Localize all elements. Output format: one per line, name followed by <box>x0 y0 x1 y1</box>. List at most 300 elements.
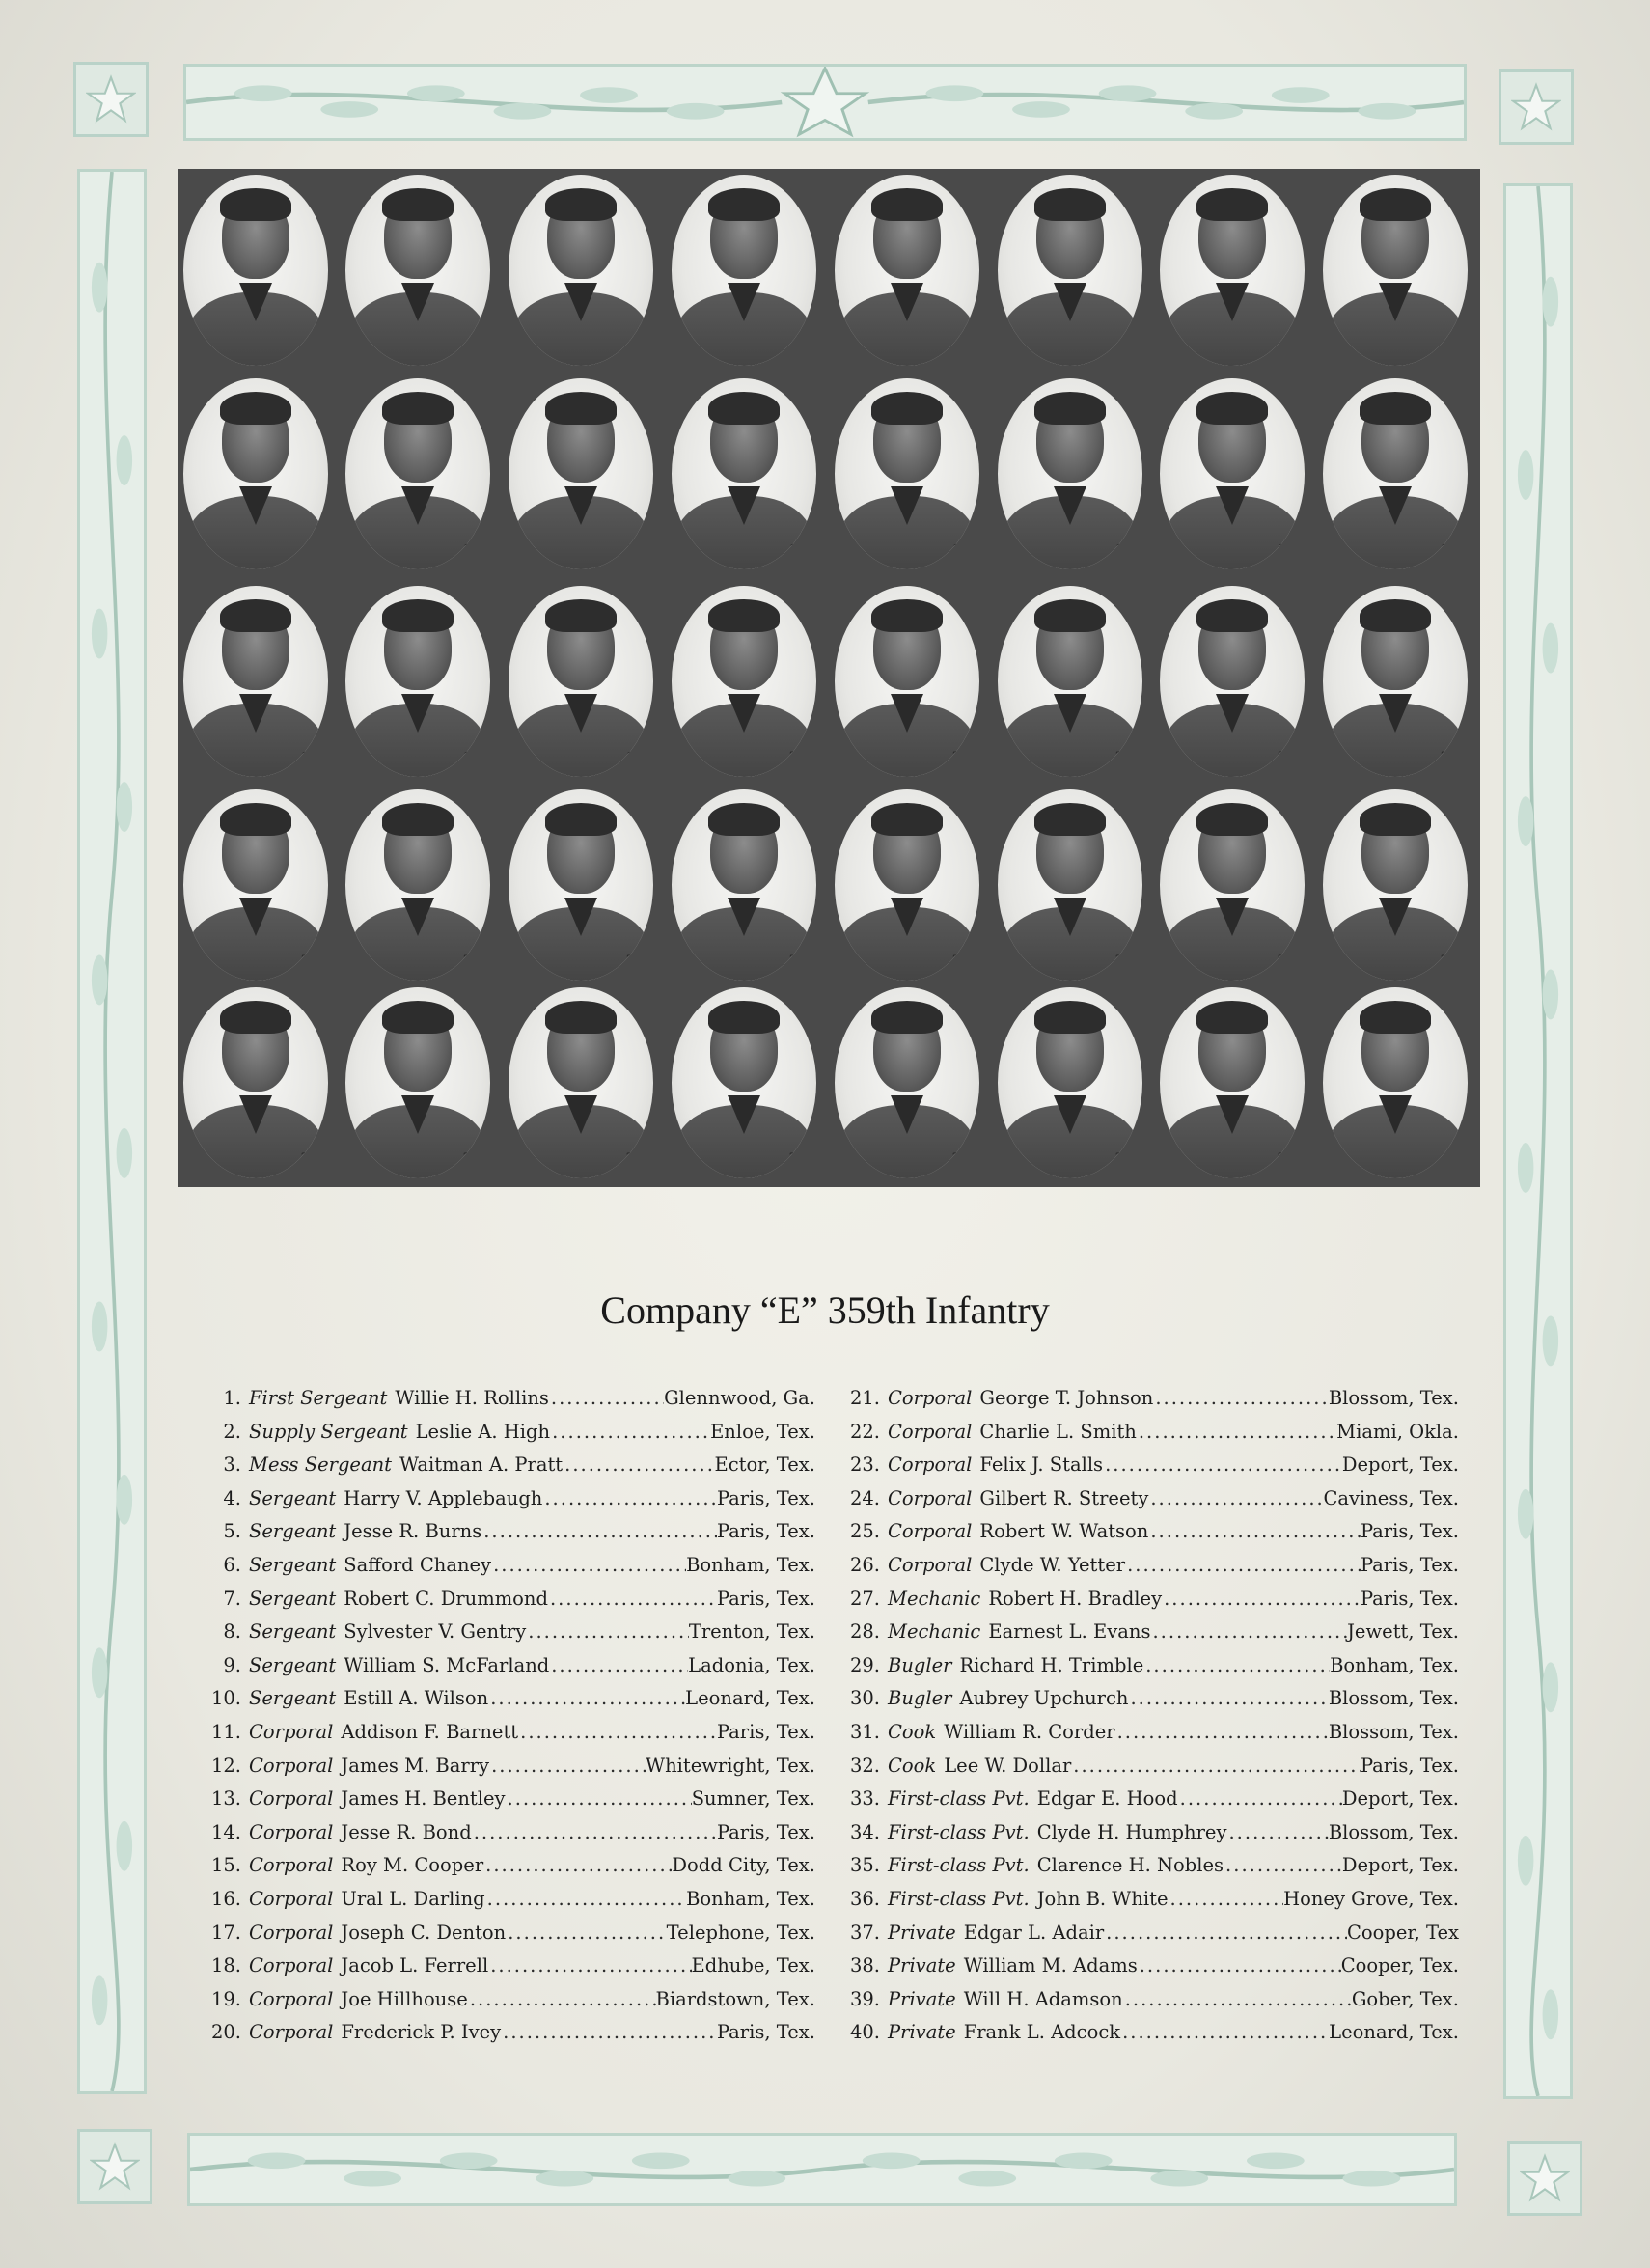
portrait-number: 30 <box>1114 953 1129 968</box>
entry-rank: Corporal <box>249 1987 334 2010</box>
hair <box>1034 1001 1106 1034</box>
entry-hometown: Caviness, Tex. <box>1323 1486 1459 1509</box>
entry-hometown: Paris, Tex. <box>716 1820 815 1843</box>
entry-number: 15. <box>210 1854 241 1877</box>
laurel-vine-icon <box>80 172 144 2091</box>
entry-hometown: Deport, Tex. <box>1341 1787 1459 1811</box>
entry-rank: First-class Pvt. <box>888 1887 1030 1910</box>
entry-hometown: Ladonia, Tex. <box>688 1653 815 1676</box>
entry-name: Addison F. Barnett <box>341 1720 519 1743</box>
dot-leader <box>518 1721 717 1743</box>
entry-hometown: Deport, Tex. <box>1341 1453 1459 1477</box>
star-icon <box>1511 82 1561 132</box>
entry-rank: Private <box>888 1954 956 1978</box>
roster-entry <box>832 1854 1459 1888</box>
dot-leader <box>1120 2021 1329 2043</box>
entry-rank: Corporal <box>249 1954 334 1978</box>
laurel-band-top <box>183 64 1467 141</box>
entry-hometown: Jewett, Tex. <box>1347 1620 1459 1644</box>
entry-name: Leslie A. High <box>415 1420 551 1443</box>
dot-leader <box>501 2021 717 2043</box>
roster-entry <box>832 1922 1459 1955</box>
hair <box>220 1001 291 1034</box>
portrait <box>183 987 328 1178</box>
hair <box>220 392 291 425</box>
page-title: Company “E” 359th Infantry <box>600 1288 1050 1332</box>
entry-number: 34. <box>849 1820 880 1843</box>
hair <box>1196 803 1268 836</box>
roster-entry <box>193 1387 815 1421</box>
portrait <box>998 175 1142 366</box>
entry-name: Estill A. Wilson <box>344 1687 489 1710</box>
roster-entry <box>832 1487 1459 1521</box>
portrait <box>345 175 490 366</box>
roster-entry <box>193 1620 815 1654</box>
hair <box>1034 188 1106 221</box>
entry-number: 13. <box>210 1787 241 1811</box>
entry-name: Lee W. Dollar <box>944 1754 1072 1777</box>
entry-hometown: Blossom, Tex. <box>1328 1387 1459 1409</box>
portrait <box>1160 586 1305 777</box>
entry-number: 32. <box>849 1754 880 1777</box>
portrait-number: 39 <box>1277 1150 1291 1166</box>
entry-name: Harry V. Applebaugh <box>344 1486 543 1509</box>
portrait-number: 28 <box>788 953 803 968</box>
portrait <box>509 175 653 366</box>
portrait <box>1323 987 1468 1178</box>
star-corner-top-right <box>1499 69 1574 145</box>
portrait-number: 35 <box>625 1150 640 1166</box>
entry-hometown: Paris, Tex. <box>1360 1587 1459 1610</box>
hair <box>871 803 943 836</box>
entry-rank: Private <box>888 1921 956 1944</box>
entry-name: Clyde H. Humphrey <box>1036 1820 1227 1843</box>
roster-entry <box>832 1888 1459 1922</box>
star-corner-bottom-left <box>77 2129 152 2204</box>
dot-leader <box>472 1821 717 1843</box>
roster-entry <box>832 1520 1459 1554</box>
dot-leader <box>1115 1721 1329 1743</box>
portrait <box>509 586 653 777</box>
portrait <box>1160 789 1305 981</box>
portrait <box>509 378 653 569</box>
entry-number: 25. <box>849 1520 880 1543</box>
dot-leader <box>1138 1954 1341 1977</box>
dot-leader <box>1150 1620 1347 1643</box>
portrait-number: 13 <box>951 541 966 557</box>
roster-entry <box>193 1922 815 1955</box>
portrait <box>998 987 1142 1178</box>
entry-rank: Corporal <box>888 1486 973 1509</box>
portrait-number: 11 <box>626 541 640 557</box>
entry-number: 9. <box>223 1653 241 1676</box>
portrait <box>183 789 328 981</box>
hair <box>871 188 943 221</box>
portrait-number: 7 <box>1283 338 1291 353</box>
entry-number: 2. <box>223 1420 241 1443</box>
portrait <box>345 586 490 777</box>
entry-rank: Sergeant <box>249 1520 337 1543</box>
entry-rank: Corporal <box>249 1720 334 1743</box>
entry-name: Edgar L. Adair <box>963 1921 1105 1944</box>
entry-number: 40. <box>849 2021 880 2044</box>
entry-name: Clyde W. Yetter <box>979 1553 1126 1576</box>
portrait-number: 36 <box>788 1150 803 1166</box>
entry-rank: Private <box>888 2021 956 2044</box>
dot-leader <box>550 1421 710 1443</box>
entry-name: Jesse R. Bond <box>341 1820 472 1843</box>
laurel-ornament-icon <box>186 67 1464 138</box>
entry-name: Jacob L. Ferrell <box>341 1954 489 1978</box>
entry-number: 36. <box>849 1887 880 1910</box>
entry-rank: Corporal <box>249 1754 334 1777</box>
roster-entry <box>193 1721 815 1755</box>
portrait-number: 23 <box>1277 749 1291 764</box>
entry-name: Charlie L. Smith <box>979 1420 1137 1443</box>
entry-name: Richard H. Trimble <box>959 1653 1144 1676</box>
roster-entry <box>832 1620 1459 1654</box>
entry-rank: Sergeant <box>249 1486 337 1509</box>
dot-leader <box>549 1654 688 1676</box>
hair <box>871 599 943 632</box>
entry-rank: Corporal <box>249 1787 334 1811</box>
portrait-number: 38 <box>1114 1150 1129 1166</box>
portrait <box>672 586 816 777</box>
roster-entry <box>193 2021 815 2055</box>
roster-entry <box>832 1954 1459 1988</box>
dot-leader <box>548 1588 717 1610</box>
entry-number: 38. <box>849 1954 880 1978</box>
roster-entry <box>193 1554 815 1588</box>
entry-rank: Cook <box>888 1720 937 1743</box>
portrait <box>183 378 328 569</box>
entry-name: James H. Bentley <box>341 1787 506 1811</box>
portrait <box>835 378 979 569</box>
entry-hometown: Paris, Tex. <box>716 1486 815 1509</box>
portrait-number: 20 <box>788 749 803 764</box>
hair <box>1034 599 1106 632</box>
hair <box>1360 599 1431 632</box>
star-corner-top-left <box>73 62 149 137</box>
hair <box>220 599 291 632</box>
portrait <box>1160 175 1305 366</box>
portrait-number: 6 <box>1121 338 1129 353</box>
entry-rank: Sergeant <box>249 1687 337 1710</box>
hair <box>871 392 943 425</box>
dot-leader <box>563 1453 714 1476</box>
portrait <box>1160 378 1305 569</box>
entry-name: Waitman A. Pratt <box>399 1453 564 1477</box>
dot-leader <box>1137 1421 1336 1443</box>
hair <box>1360 188 1431 221</box>
laurel-vine-icon <box>1506 186 1570 2096</box>
portrait <box>183 586 328 777</box>
roster-entry <box>193 1854 815 1888</box>
hair <box>545 803 617 836</box>
laurel-border-right <box>1503 183 1573 2099</box>
roster-entry <box>193 1520 815 1554</box>
entry-name: William S. McFarland <box>344 1653 550 1676</box>
portrait-number: 32 <box>1440 953 1454 968</box>
roster-entry <box>193 1654 815 1688</box>
entry-number: 5. <box>223 1520 241 1543</box>
laurel-border-left <box>77 169 147 2094</box>
entry-hometown: Trenton, Tex. <box>688 1620 815 1644</box>
entry-hometown: Paris, Tex. <box>716 1587 815 1610</box>
dot-leader <box>1226 1821 1328 1843</box>
portrait-number: 15 <box>1277 541 1291 557</box>
portrait <box>345 789 490 981</box>
entry-hometown: Paris, Tex. <box>1360 1754 1459 1777</box>
dot-leader <box>1103 1453 1342 1476</box>
portrait-number: 5 <box>958 338 966 353</box>
entry-number: 33. <box>849 1787 880 1811</box>
entry-rank: Corporal <box>249 1921 334 1944</box>
entry-hometown: Paris, Tex. <box>716 1520 815 1543</box>
entry-rank: Corporal <box>888 1453 973 1477</box>
hair <box>1360 392 1431 425</box>
roster-column-right <box>832 1387 1459 2055</box>
entry-hometown: Blossom, Tex. <box>1328 1720 1459 1743</box>
entry-rank: Sergeant <box>249 1653 337 1676</box>
dot-leader <box>1148 1520 1361 1542</box>
entry-name: Robert W. Watson <box>979 1520 1149 1543</box>
dot-leader <box>1169 1888 1284 1910</box>
entry-rank: Corporal <box>249 1854 334 1877</box>
entry-number: 16. <box>210 1887 241 1910</box>
dot-leader <box>1178 1787 1342 1810</box>
entry-rank: Corporal <box>249 1887 334 1910</box>
entry-hometown: Blossom, Tex. <box>1328 1687 1459 1710</box>
entry-hometown: Bonham, Tex. <box>686 1553 815 1576</box>
hair <box>708 188 780 221</box>
entry-rank: Mechanic <box>888 1620 981 1644</box>
roster-entry <box>832 2021 1459 2055</box>
portrait-number: 4 <box>795 338 803 353</box>
portrait-number: 18 <box>462 749 477 764</box>
entry-name: Will H. Adamson <box>963 1987 1123 2010</box>
hair <box>1196 599 1268 632</box>
hair <box>220 803 291 836</box>
entry-hometown: Paris, Tex. <box>1360 1553 1459 1576</box>
entry-hometown: Telephone, Tex. <box>666 1921 815 1944</box>
portrait-number: 1 <box>307 338 315 353</box>
entry-hometown: Paris, Tex. <box>716 2021 815 2044</box>
entry-rank: Cook <box>888 1754 937 1777</box>
entry-rank: Bugler <box>888 1653 952 1676</box>
entry-rank: Sergeant <box>249 1620 337 1644</box>
hair <box>871 1001 943 1034</box>
entry-name: Jesse R. Burns <box>344 1520 482 1543</box>
portrait <box>1323 586 1468 777</box>
entry-hometown: Whitewright, Tex. <box>646 1754 815 1777</box>
entry-rank: Sergeant <box>249 1587 337 1610</box>
portrait <box>345 987 490 1178</box>
dot-leader <box>542 1487 717 1509</box>
entry-name: Joseph C. Denton <box>341 1921 507 1944</box>
entry-hometown: Cooper, Tex. <box>1340 1954 1459 1978</box>
entry-name: Sylvester V. Gentry <box>344 1620 527 1644</box>
dot-leader <box>506 1922 666 1944</box>
entry-name: Willie H. Rollins <box>395 1387 549 1409</box>
portrait <box>835 586 979 777</box>
entry-name: Roy M. Cooper <box>341 1854 484 1877</box>
dot-leader <box>1123 1988 1352 2010</box>
entry-number: 1. <box>223 1387 241 1409</box>
entry-rank: Supply Sergeant <box>249 1420 408 1443</box>
roster-entry <box>193 1988 815 2022</box>
entry-hometown: Sumner, Tex. <box>691 1787 815 1811</box>
entry-rank: Sergeant <box>249 1553 337 1576</box>
entry-hometown: Glennwood, Ga. <box>664 1387 815 1409</box>
entry-rank: Corporal <box>888 1553 973 1576</box>
roster-column-left <box>193 1387 815 2055</box>
dot-leader <box>488 1687 685 1709</box>
entry-number: 35. <box>849 1854 880 1877</box>
entry-number: 6. <box>223 1553 241 1576</box>
portrait <box>672 987 816 1178</box>
dot-leader <box>481 1520 717 1542</box>
laurel-band-bottom <box>187 2133 1457 2206</box>
portrait-number: 26 <box>462 953 477 968</box>
portrait-number: 2 <box>469 338 477 353</box>
dot-leader <box>1128 1687 1328 1709</box>
roster-entry <box>193 1453 815 1487</box>
roster-entry <box>832 1554 1459 1588</box>
roster-entry <box>193 1588 815 1621</box>
roster-entry <box>193 1821 815 1855</box>
entry-number: 29. <box>849 1653 880 1676</box>
entry-name: Clarence H. Nobles <box>1036 1854 1224 1877</box>
entry-number: 23. <box>849 1453 880 1477</box>
portrait-number: 27 <box>625 953 640 968</box>
entry-hometown: Gober, Tex. <box>1351 1987 1459 2010</box>
entry-name: Felix J. Stalls <box>979 1453 1104 1477</box>
dot-leader <box>549 1387 664 1409</box>
portrait <box>672 175 816 366</box>
hair <box>545 1001 617 1034</box>
portrait-number: 22 <box>1114 749 1129 764</box>
entry-number: 10. <box>210 1687 241 1710</box>
entry-number: 30. <box>849 1687 880 1710</box>
entry-rank: Corporal <box>249 2021 334 2044</box>
dot-leader <box>506 1787 692 1810</box>
entry-hometown: Ector, Tex. <box>714 1453 815 1477</box>
roster-entry <box>832 1821 1459 1855</box>
portrait-number: 34 <box>462 1150 477 1166</box>
hair <box>708 599 780 632</box>
roster-entry <box>832 1654 1459 1688</box>
portrait-number: 37 <box>951 1150 966 1166</box>
entry-rank: Private <box>888 1987 956 2010</box>
portrait <box>672 378 816 569</box>
roster-entry <box>193 1421 815 1454</box>
entry-number: 8. <box>223 1620 241 1644</box>
hair <box>382 392 454 425</box>
entry-rank: First-class Pvt. <box>888 1820 1030 1843</box>
entry-hometown: Leonard, Tex. <box>1329 2021 1459 2044</box>
portrait-number: 25 <box>300 953 315 968</box>
entry-name: Frederick P. Ivey <box>341 2021 502 2044</box>
roster-entry <box>193 1687 815 1721</box>
portrait-number: 3 <box>632 338 640 353</box>
portrait <box>509 789 653 981</box>
roster-entry <box>832 1387 1459 1421</box>
dot-leader <box>1148 1487 1323 1509</box>
dot-leader <box>491 1554 686 1576</box>
entry-hometown: Cooper, Tex <box>1346 1921 1459 1944</box>
hair <box>1196 1001 1268 1034</box>
entry-number: 26. <box>849 1553 880 1576</box>
hair <box>1034 392 1106 425</box>
entry-number: 18. <box>210 1954 241 1978</box>
roster-entry <box>832 1755 1459 1788</box>
dot-leader <box>1143 1654 1330 1676</box>
entry-number: 12. <box>210 1754 241 1777</box>
star-corner-bottom-right <box>1507 2141 1582 2216</box>
portrait-number: 33 <box>300 1150 315 1166</box>
roster-entry <box>193 1755 815 1788</box>
entry-number: 19. <box>210 1987 241 2010</box>
portrait-number: 16 <box>1440 541 1454 557</box>
portrait <box>509 987 653 1178</box>
hair <box>220 188 291 221</box>
entry-number: 27. <box>849 1587 880 1610</box>
hair <box>1034 803 1106 836</box>
entry-number: 31. <box>849 1720 880 1743</box>
entry-number: 39. <box>849 1987 880 2010</box>
hair <box>382 188 454 221</box>
portrait <box>672 789 816 981</box>
entry-rank: Bugler <box>888 1687 952 1710</box>
hair <box>708 1001 780 1034</box>
entry-name: Joe Hillhouse <box>341 1987 468 2010</box>
dot-leader <box>1153 1387 1329 1409</box>
hair <box>1360 803 1431 836</box>
entry-hometown: Dodd City, Tex. <box>672 1854 815 1877</box>
hair <box>708 392 780 425</box>
portrait <box>1323 378 1468 569</box>
entry-hometown: Blossom, Tex. <box>1328 1820 1459 1843</box>
entry-hometown: Bonham, Tex. <box>686 1887 815 1910</box>
portrait-number: 21 <box>951 749 966 764</box>
portrait <box>835 175 979 366</box>
entry-name: Robert H. Bradley <box>988 1587 1163 1610</box>
entry-rank: Corporal <box>888 1387 973 1409</box>
portrait-number: 29 <box>951 953 966 968</box>
entry-name: Ural L. Darling <box>341 1887 485 1910</box>
portrait <box>1323 175 1468 366</box>
entry-name: William R. Corder <box>944 1720 1115 1743</box>
entry-number: 3. <box>223 1453 241 1477</box>
entry-hometown: Paris, Tex. <box>1360 1520 1459 1543</box>
star-icon <box>90 2142 140 2192</box>
portrait <box>998 789 1142 981</box>
portrait-number: 31 <box>1277 953 1291 968</box>
roster-entry <box>193 1787 815 1821</box>
entry-number: 20. <box>210 2021 241 2044</box>
entry-hometown: Miami, Okla. <box>1336 1420 1459 1443</box>
entry-rank: Mess Sergeant <box>249 1453 392 1477</box>
entry-hometown: Honey Grove, Tex. <box>1283 1887 1459 1910</box>
dot-leader <box>1104 1922 1347 1944</box>
roster-entry <box>193 1487 815 1521</box>
hair <box>382 1001 454 1034</box>
portrait-number: 9 <box>307 541 315 557</box>
hair <box>545 188 617 221</box>
entry-rank: Mechanic <box>888 1587 981 1610</box>
entry-number: 14. <box>210 1820 241 1843</box>
